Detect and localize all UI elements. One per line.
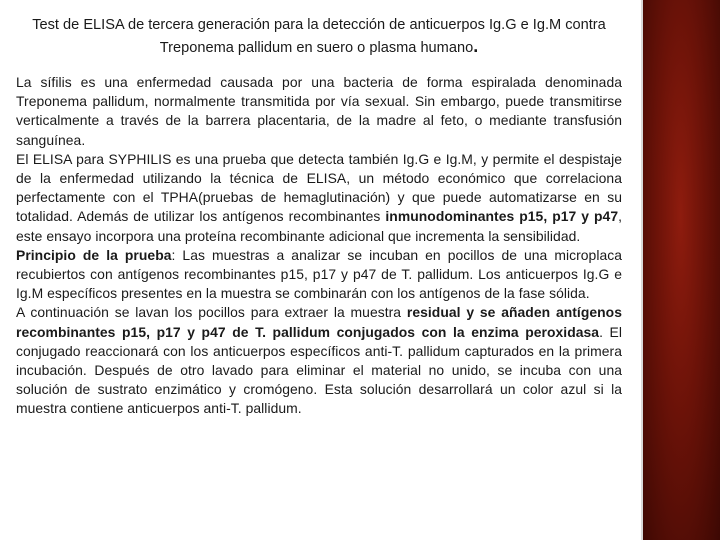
slide-content (16, 15, 622, 419)
paragraph-principle (16, 246, 622, 304)
paragraph-principle-text: : Las muestras a analizar se incuban en pocillos de una microplaca recubiertos con antígenos recombinantes p15, p17 y p47 de T. pallidum. Los anticuerpos Ig.G e Ig.M específicos presentes en la muestra se combinarán con los antígenos de la fase sólida. (16, 246, 622, 302)
slide-title (16, 15, 622, 59)
decorative-side-panel (641, 0, 720, 540)
paragraph-procedure-bold: residual y se añaden antígenos recombinantes p15, p17 y p47 de T. pallidum conjugados con la enzima peroxidasa (16, 304, 622, 340)
slide-title-period: . (473, 36, 479, 56)
paragraph-procedure (16, 303, 622, 418)
paragraph-principle-heading: Principio de la prueba (16, 246, 172, 263)
paragraph-intro-text: La sífilis es una enfermedad causada por una bacteria de forma espiralada denominada Treponema pallidum, normalmente transmitida por vía sexual. Sin embargo, puede transmitirse verticalmente a través de la barrera placentaria, de la madre al feto, o mediante transfusión sanguínea. (16, 74, 622, 148)
paragraph-intro (16, 73, 622, 150)
paragraph-procedure-text: A continuación se lavan los pocillos para extraer la muestra (16, 304, 407, 321)
paragraph-elisa-bold: inmunodominantes p15, p17 y p47 (385, 208, 619, 225)
paragraph-elisa-text-end: , este ensayo incorpora una proteína recombinante adicional que incrementa la sensibilidad. (16, 208, 623, 244)
paragraph-procedure-text-end: . El conjugado reaccionará con los anticuerpos específicos anti-T. pallidum capturados en la primera incubación. Después de otro lavado para eliminar el material no unido, se incuba con una solución de sustrato enzimático y cromógeno. Esta solución desarrollará un color azul si la muestra contiene anticuerpos anti-T. pallidum. (16, 323, 622, 417)
slide-body (16, 73, 622, 419)
paragraph-elisa-text: El ELISA para SYPHILIS es una prueba que detecta también Ig.G e Ig.M, y permite el despistaje de la enfermedad utilizando la técnica de ELISA, un método económico que correlaciona perfectamente con el TPHA(pruebas de hemaglutinación) y que puede automatizarse en su totalidad. Además de utilizar los antígenos recombinantes (16, 150, 622, 225)
paragraph-elisa (16, 150, 622, 246)
slide-title-text: Test de ELISA de tercera generación para la detección de anticuerpos Ig.G e Ig.M contra Treponema pallidum en suero o plasma humano (32, 17, 606, 56)
